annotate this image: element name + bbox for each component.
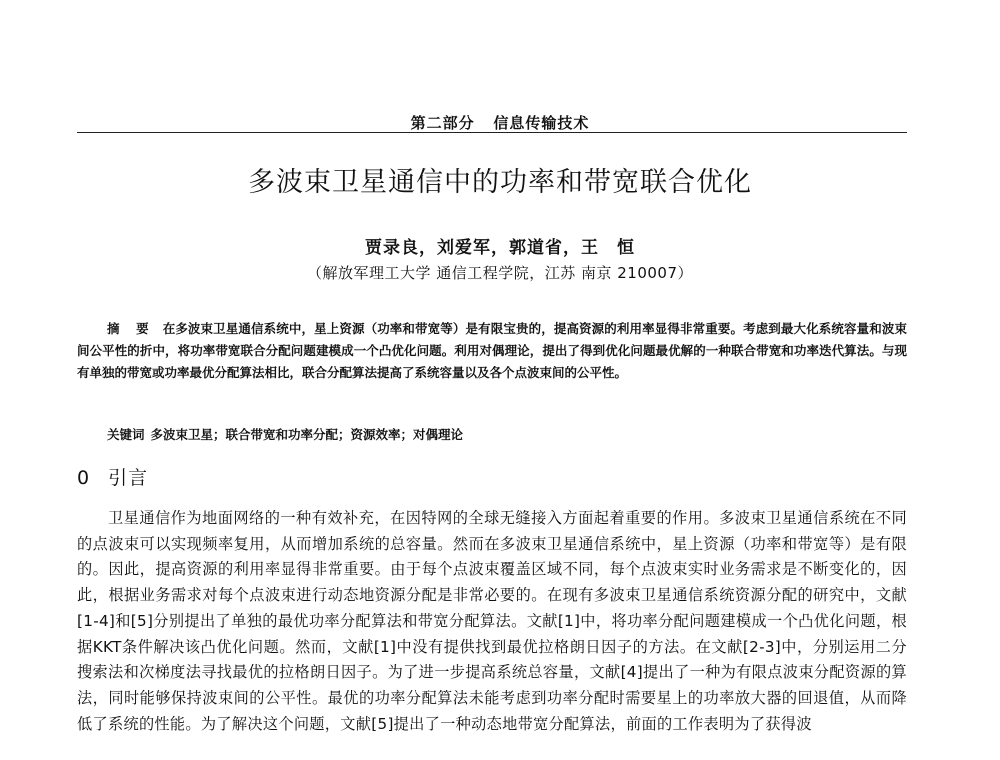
abstract-label: 摘 要 (107, 321, 155, 336)
running-header: 第二部分 信息传输技术 (410, 114, 590, 132)
header-rule (77, 132, 907, 133)
paper-title: 多波束卫星通信中的功率和带宽联合优化 (248, 167, 752, 198)
author-list: 贾录良，刘爱军，郭道省，王 恒 (365, 238, 635, 258)
keywords-text: 多波束卫星；联合带宽和功率分配；资源效率；对偶理论 (150, 427, 464, 442)
keywords-label: 关键词 (107, 427, 145, 442)
affiliation: （解放军理工大学 通信工程学院，江苏 南京 210007） (306, 264, 694, 282)
keywords (107, 424, 907, 446)
abstract-text: 在多波束卫星通信系统中，星上资源（功率和带宽等）是有限宝贵的，提高资源的利用率显得非常重要。考虑到最大化系统容量和波束间公平性的折中，将功率带宽联合分配问题建模成一个凸优化问题。利用对偶理论，提出了得到优化问题最优解的一种联合带宽和功率迭代算法。与现有单独的带宽或功率最优分配算法相比，联合分配算法提高了系统容量以及各个点波束间的公平性。 (77, 321, 907, 380)
section-title: 引言 (108, 467, 149, 489)
section-heading-introduction (77, 463, 148, 490)
section-number: 0 (77, 467, 91, 489)
abstract (77, 318, 907, 384)
introduction-paragraph: 卫星通信作为地面网络的一种有效补充，在因特网的全球无缝接入方面起着重要的作用。多波束卫星通信系统在不同的点波束可以实现频率复用，从而增加系统的总容量。然而在多波束卫星通信系统中，星上资源（功率和带宽等）是有限的。因此，提高资源的利用率显得非常重要。由于每个点波束覆盖区域不同，每个点波束实时业务需求是不断变化的，因此，根据业务需求对每个点波束进行动态地资源分配是非常必要的。在现有多波束卫星通信系统资源分配的研究中，文献[1-4]和[5]分别提出了单独的最优功率分配算法和带宽分配算法。文献[1]中，将功率分配问题建模成一个凸优化问题，根据KKT条件解决该凸优化问题。然而，文献[1]中没有提供找到最优拉格朗日因子的方法。在文献[2-3]中，分别运用二分搜索法和次梯度法寻找最优的拉格朗日因子。为了进一步提高系统总容量，文献[4]提出了一种为有限点波束分配资源的算法，同时能够保持波束间的公平性。最优的功率分配算法未能考虑到功率分配时需要星上的功率放大器的回退值，从而降低了系统的性能。为了解决这个问题，文献[5]提出了一种动态地带宽分配算法，前面的工作表明为了获得波 (77, 509, 907, 733)
